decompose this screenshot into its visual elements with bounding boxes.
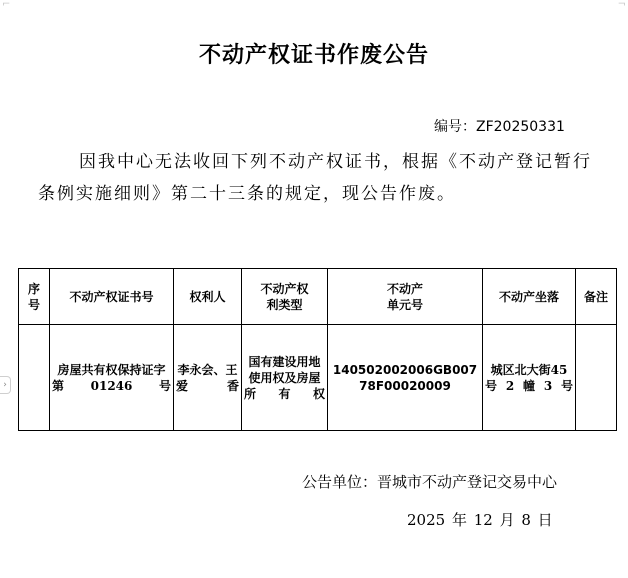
cell-cert-no: 房屋共有权保持证字第01246号 — [50, 325, 174, 431]
cell-unit-no: 140502002006GB00778F00020009 — [328, 325, 483, 431]
cell-right-type: 国有建设用地使用权及房屋所有权 — [242, 325, 328, 431]
table-row — [19, 325, 617, 431]
table-header-row — [19, 269, 617, 325]
chevron-right-icon[interactable]: › — [0, 376, 11, 394]
cell-location: 城区北大街45号2幢3号 — [483, 325, 576, 431]
certificate-table — [18, 268, 617, 431]
cell-seq — [19, 325, 50, 431]
notice-date: 2025 年 12 月 8 日 — [407, 511, 553, 529]
cell-remark — [576, 325, 617, 431]
document-number: 编号：ZF20250331 — [434, 119, 565, 135]
cell-holder: 李永会、王爱香 — [174, 325, 242, 431]
page-corner-mark-right: ¬ — [617, 0, 626, 10]
page-corner-mark-left: ⌐ — [2, 0, 11, 10]
header-location: 不动产坐落 — [483, 269, 576, 325]
header-cert-no: 不动产权证书号 — [50, 269, 174, 325]
header-holder: 权利人 — [174, 269, 242, 325]
header-right-type: 不动产权利类型 — [242, 269, 328, 325]
notice-title: 不动产权证书作废公告 — [198, 42, 429, 68]
header-seq: 序号 — [19, 269, 50, 325]
issuer-line: 公告单位：晋城市不动产登记交易中心 — [302, 473, 558, 491]
header-unit-no: 不动产单元号 — [328, 269, 483, 325]
header-remark: 备注 — [576, 269, 617, 325]
notice-paragraph: 因我中心无法收回下列不动产权证书，根据《不动产登记暂行条例实施细则》第二十三条的规定，现公告作废。 — [38, 152, 592, 204]
